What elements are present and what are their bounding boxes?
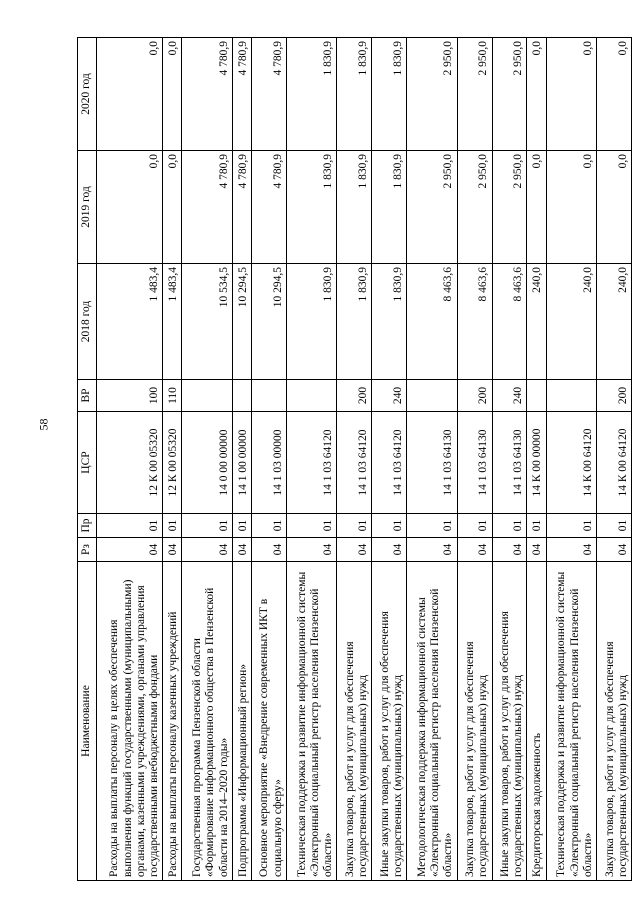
cell-rz: 04 [546,538,597,562]
cell-vr [527,380,546,412]
cell-2018: 240,0 [527,264,546,380]
table-row [597,38,632,881]
budget-table [77,37,632,881]
cell-pr: 01 [337,514,372,538]
cell-pr: 01 [527,514,546,538]
cell-rz: 04 [286,538,337,562]
cell-2020: 0,0 [597,38,632,151]
cell-2020: 0,0 [97,38,163,151]
cell-2018: 10 534,5 [182,264,233,380]
rotated-table-wrapper [77,38,632,881]
cell-name: Иные закупки товаров, работ и услуг для обеспечения государственных (муниципальных) нужд [492,562,527,881]
cell-csr: 14 К 00 64120 [597,412,632,514]
cell-pr: 01 [372,514,407,538]
cell-rz: 04 [597,538,632,562]
cell-name: Расходы на выплаты персоналу казенных учреждений [163,562,182,881]
cell-csr: 14 К 00 00000 [527,412,546,514]
cell-2019: 0,0 [597,151,632,264]
cell-csr: 14 1 03 64120 [337,412,372,514]
cell-pr: 01 [492,514,527,538]
cell-vr: 240 [372,380,407,412]
cell-pr: 01 [97,514,163,538]
table-row [337,38,372,881]
cell-2019: 2 950,0 [492,151,527,264]
cell-name: Техническая поддержка и развитие информационной системы «Электронный социальный регистр населения Пензенской области» [286,562,337,881]
cell-2020: 1 830,9 [337,38,372,151]
cell-csr: 12 К 00 05320 [163,412,182,514]
cell-name: Расходы на выплаты персоналу в целях обеспечения выполнения функций государственными (муниципальными) органами, казенными учреждениями, органами управления государственными внебюджетными фондами [97,562,163,881]
cell-csr: 14 1 03 64120 [372,412,407,514]
header-csr: ЦСР [78,412,97,514]
cell-2019: 4 780,9 [252,151,287,264]
cell-2020: 4 780,9 [232,38,251,151]
cell-pr: 01 [252,514,287,538]
cell-name: Закупка товаров, работ и услуг для обеспечения государственных (муниципальных) нужд [457,562,492,881]
cell-vr [252,380,287,412]
table-row [457,38,492,881]
cell-vr: 100 [97,380,163,412]
cell-name: Государственная программа Пензенской области «Формирование информационного общества в Пензенской области на 2014–2020 годы» [182,562,233,881]
table-row [546,38,597,881]
header-vr: ВР [78,380,97,412]
cell-rz: 04 [337,538,372,562]
cell-2018: 1 830,9 [372,264,407,380]
table-row [232,38,251,881]
cell-csr: 14 К 00 64120 [546,412,597,514]
cell-2019: 1 830,9 [337,151,372,264]
table-row [492,38,527,881]
cell-2019: 1 830,9 [372,151,407,264]
cell-pr: 01 [232,514,251,538]
cell-2019: 4 780,9 [182,151,233,264]
cell-rz: 04 [527,538,546,562]
cell-rz: 04 [372,538,407,562]
cell-pr: 01 [407,514,458,538]
cell-2018: 8 463,6 [457,264,492,380]
table-row [182,38,233,881]
cell-rz: 04 [232,538,251,562]
cell-csr: 14 1 03 00000 [252,412,287,514]
cell-2020: 1 830,9 [286,38,337,151]
cell-name: Методологическая поддержка информационной системы «Электронный социальный регистр населения Пензенской области» [407,562,458,881]
table-row [407,38,458,881]
cell-vr [182,380,233,412]
cell-2019: 0,0 [163,151,182,264]
cell-2018: 1 830,9 [337,264,372,380]
cell-pr: 01 [286,514,337,538]
cell-2019: 0,0 [546,151,597,264]
cell-2020: 0,0 [527,38,546,151]
table-header-row [78,38,97,881]
table-row [97,38,163,881]
cell-2020: 2 950,0 [492,38,527,151]
cell-2019: 2 950,0 [407,151,458,264]
cell-rz: 04 [407,538,458,562]
cell-pr: 01 [182,514,233,538]
cell-name: Основное мероприятие «Внедрение современных ИКТ в социальную сферу» [252,562,287,881]
cell-vr [232,380,251,412]
cell-2018: 240,0 [597,264,632,380]
cell-vr: 200 [457,380,492,412]
cell-2019: 1 830,9 [286,151,337,264]
cell-2018: 1 483,4 [163,264,182,380]
header-rz: Рз [78,538,97,562]
cell-vr: 200 [597,380,632,412]
cell-name: Техническая поддержка и развитие информационной системы «Электронный социальный регистр населения Пензенской области» [546,562,597,881]
cell-2019: 4 780,9 [232,151,251,264]
cell-csr: 12 К 00 05320 [97,412,163,514]
cell-name: Иные закупки товаров, работ и услуг для обеспечения государственных (муниципальных) нужд [372,562,407,881]
cell-pr: 01 [163,514,182,538]
cell-2019: 0,0 [97,151,163,264]
table-row [286,38,337,881]
cell-2018: 8 463,6 [407,264,458,380]
cell-rz: 04 [492,538,527,562]
cell-name: Закупка товаров, работ и услуг для обеспечения государственных (муниципальных) нужд [597,562,632,881]
cell-rz: 04 [252,538,287,562]
cell-csr: 14 1 03 64130 [457,412,492,514]
cell-name: Кредиторская задолженность [527,562,546,881]
cell-pr: 01 [457,514,492,538]
cell-2020: 2 950,0 [457,38,492,151]
cell-2020: 0,0 [546,38,597,151]
cell-vr [407,380,458,412]
cell-2019: 0,0 [527,151,546,264]
cell-csr: 14 1 03 64130 [407,412,458,514]
table-row [252,38,287,881]
page-number: 58 [36,418,51,431]
cell-rz: 04 [457,538,492,562]
table-row [372,38,407,881]
cell-2018: 10 294,5 [232,264,251,380]
table-body [97,38,632,881]
cell-pr: 01 [597,514,632,538]
header-2020: 2020 год [78,38,97,151]
cell-2020: 0,0 [163,38,182,151]
table-row [163,38,182,881]
cell-2020: 4 780,9 [182,38,233,151]
cell-rz: 04 [163,538,182,562]
cell-vr: 240 [492,380,527,412]
cell-csr: 14 1 03 64120 [286,412,337,514]
cell-2018: 240,0 [546,264,597,380]
cell-name: Подпрограмма «Информационный регион» [232,562,251,881]
cell-2018: 1 483,4 [97,264,163,380]
cell-csr: 14 1 00 00000 [232,412,251,514]
cell-rz: 04 [182,538,233,562]
cell-2018: 10 294,5 [252,264,287,380]
cell-vr [286,380,337,412]
cell-name: Закупка товаров, работ и услуг для обеспечения государственных (муниципальных) нужд [337,562,372,881]
header-name: Наименование [78,562,97,881]
cell-pr: 01 [546,514,597,538]
header-pr: Пр [78,514,97,538]
table-row [527,38,546,881]
cell-vr [546,380,597,412]
cell-2019: 2 950,0 [457,151,492,264]
cell-2018: 1 830,9 [286,264,337,380]
cell-csr: 14 0 00 00000 [182,412,233,514]
cell-vr: 110 [163,380,182,412]
cell-rz: 04 [97,538,163,562]
cell-2018: 8 463,6 [492,264,527,380]
header-2019: 2019 год [78,151,97,264]
cell-vr: 200 [337,380,372,412]
cell-csr: 14 1 03 64130 [492,412,527,514]
header-2018: 2018 год [78,264,97,380]
cell-2020: 4 780,9 [252,38,287,151]
cell-2020: 2 950,0 [407,38,458,151]
cell-2020: 1 830,9 [372,38,407,151]
